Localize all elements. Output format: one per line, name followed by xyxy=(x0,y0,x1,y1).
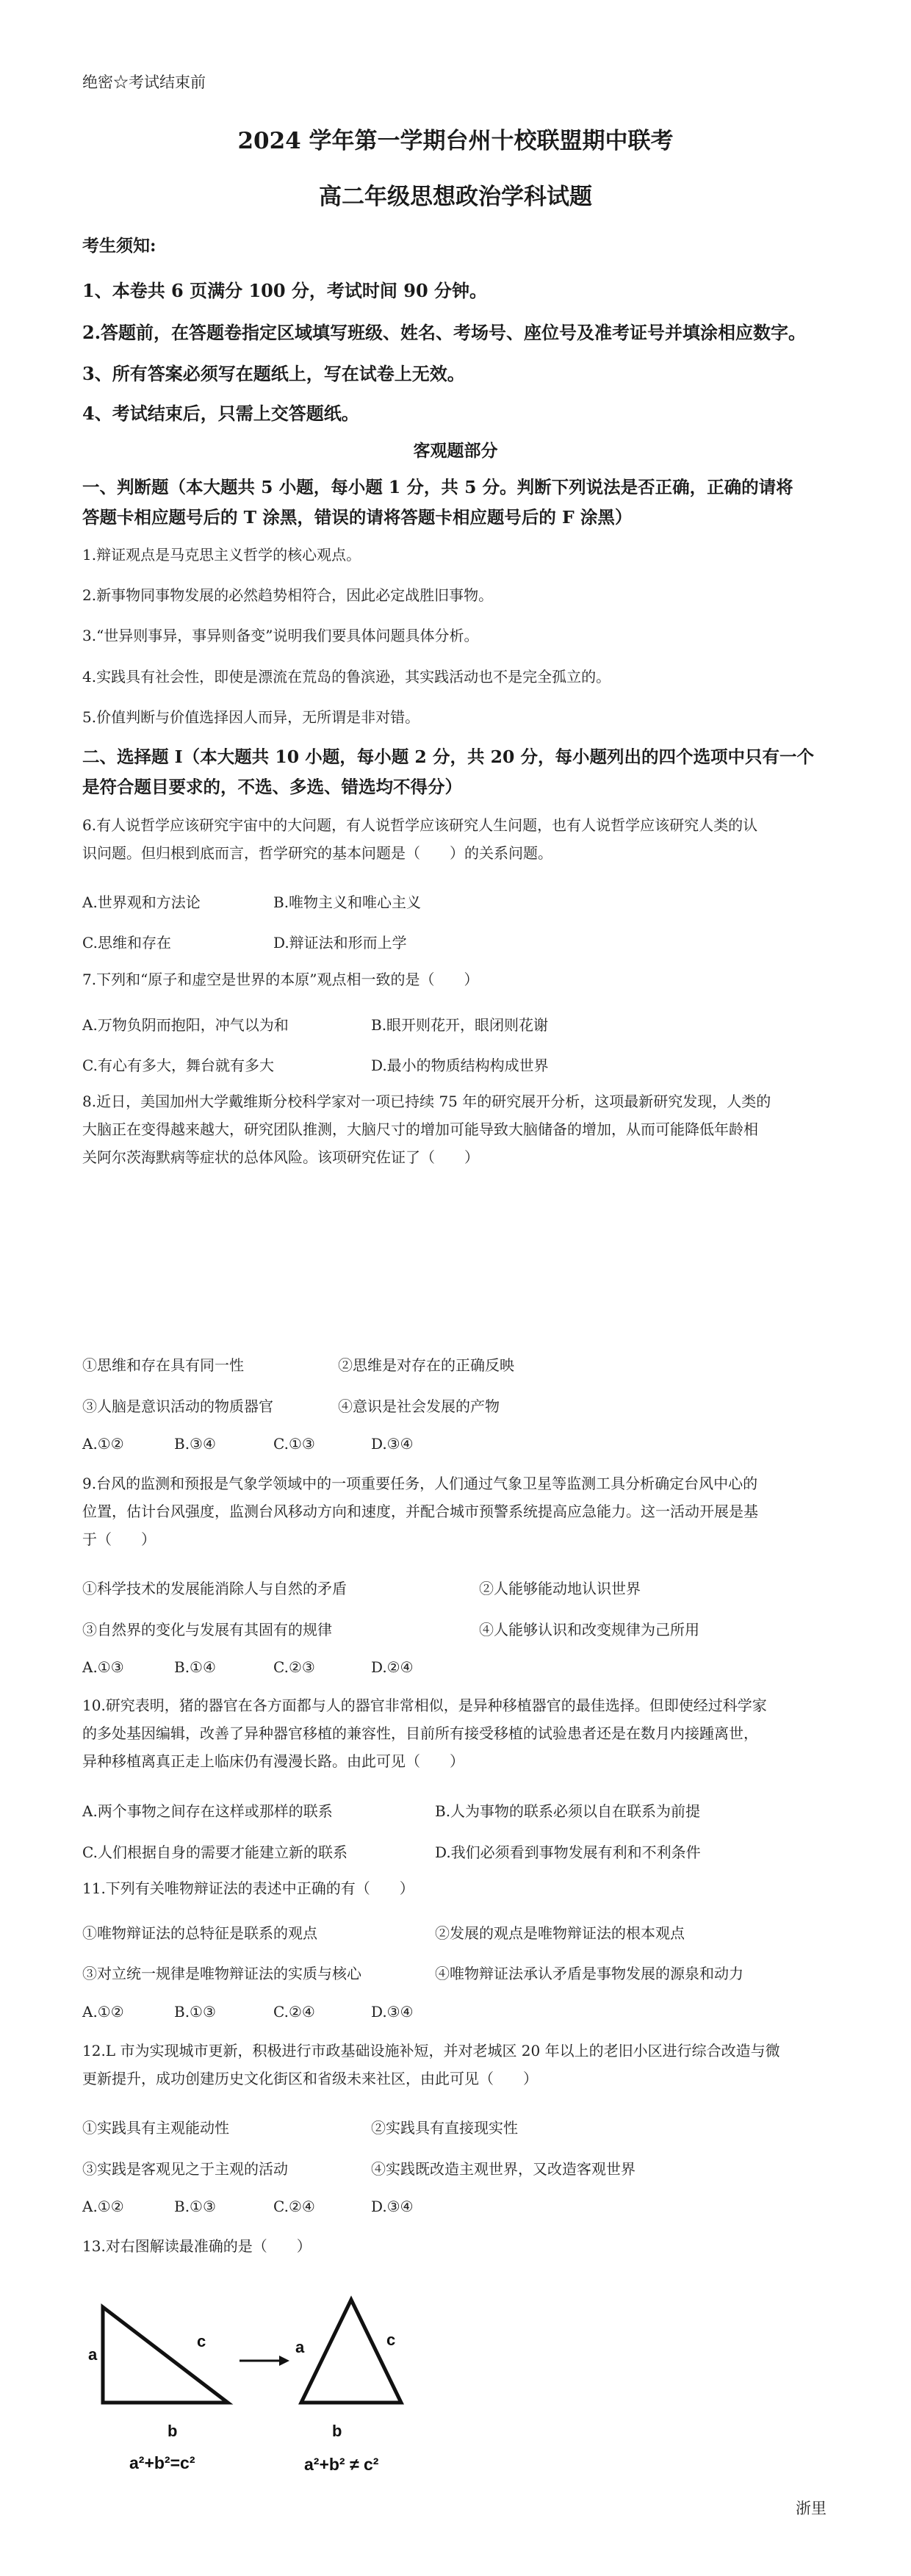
question-9-stem: 9.台风的监测和预报是气象学领域中的一项重要任务，人们通过气象卫星等监测工具分析确定台风中心的 位置，估计台风强度，监测台风移动方向和速度，并配合城市预警系统提高应急能力。这一活动开展是基 于（ ） xyxy=(82,1475,758,1548)
question-12-option-d: D.③④ xyxy=(371,2198,414,2215)
notice-heading: 考生须知: xyxy=(82,236,156,256)
question-12-statement-3: ③实践是客观见之于主观的活动 xyxy=(82,2160,288,2178)
notice-item: 2.答题前，在答题卷指定区域填写班级、姓名、考场号、座位号及准考证号并填涂相应数字。 xyxy=(82,322,807,343)
right-triangle-label-b: b xyxy=(168,2422,178,2440)
judge-item-1: 1.辩证观点是马克思主义哲学的核心观点。 xyxy=(82,546,361,564)
question-8-stem: 8.近日，美国加州大学戴维斯分校科学家对一项已持续 75 年的研究展开分析，这项最新研究发现，人类的 大脑正在变得越来越大，研究团队推测，大脑尺寸的增加可能导致大脑储备的增加，从而可能降低年龄相 关阿尔茨海默病等症状的总体风险。该项研究佐证了（ ） xyxy=(82,1093,771,1166)
question-11-statement-4: ④唯物辩证法承认矛盾是事物发展的源泉和动力 xyxy=(435,1965,743,1982)
judge-item-3: 3.“世异则事异，事异则备变”说明我们要具体问题具体分析。 xyxy=(82,627,479,644)
general-triangle-label-a: a xyxy=(295,2338,305,2356)
notice-item: 3、所有答案必须写在题纸上，写在试卷上无效。 xyxy=(82,363,465,384)
question-9-option-b: B.①④ xyxy=(174,1658,216,1676)
question-8-statement-4: ④意识是社会发展的产物 xyxy=(338,1397,500,1415)
question-12-statement-4: ④实践既改造主观世界，又改造客观世界 xyxy=(371,2160,635,2178)
question-6-option-a: A.世界观和方法论 xyxy=(82,893,201,911)
question-7-option-a: A.万物负阴而抱阳，冲气以为和 xyxy=(82,1016,289,1034)
question-12-option-a: A.①② xyxy=(82,2198,124,2215)
question-9-option-c: C.②③ xyxy=(273,1658,315,1676)
pythagorean-formula: a²+b²=c² xyxy=(129,2453,195,2472)
confidential-label: 绝密☆考试结束前 xyxy=(82,73,206,91)
question-10-option-b: B.人为事物的联系必须以自在联系为前提 xyxy=(435,1802,701,1820)
question-12-option-b: B.①③ xyxy=(174,2198,216,2215)
notice-item: 4、考试结束后，只需上交答题纸。 xyxy=(82,403,359,424)
question-7-option-b: B.眼开则花开，眼闭则花谢 xyxy=(371,1016,549,1034)
question-6-option-b: B.唯物主义和唯心主义 xyxy=(273,893,422,911)
right-triangle xyxy=(103,2307,228,2403)
question-9-statement-4: ④人能够认识和改变规律为己所用 xyxy=(479,1621,699,1638)
question-10-stem: 10.研究表明，猪的器官在各方面都与人的器官非常相似，是异种移植器官的最佳选择。但即使经过科学家 的多处基因编辑，改善了异种器官移植的兼容性，目前所有接受移植的试验患者还是在数月内接踵离世， 异种移植离真正走上临床仍有漫漫长路。由此可见（ ） xyxy=(82,1697,767,1770)
question-8-option-b: B.③④ xyxy=(174,1435,216,1453)
part2-heading: 二、选择题 I（本大题共 10 小题，每小题 2 分，共 20 分，每小题列出的四个选项中只有一个 是符合题目要求的，不选、多选、错选均不得分） xyxy=(82,746,815,797)
question-7-stem: 7.下列和“原子和虚空是世界的本原”观点相一致的是（ ） xyxy=(82,971,479,988)
question-9-statement-3: ③自然界的变化与发展有其固有的规律 xyxy=(82,1621,332,1638)
right-triangle-label-a: a xyxy=(88,2345,98,2364)
question-8-option-d: D.③④ xyxy=(371,1435,414,1453)
judge-item-4: 4.实践具有社会性，即使是漂流在荒岛的鲁滨逊，其实践活动也不是完全孤立的。 xyxy=(82,668,611,686)
question-9-option-d: D.②④ xyxy=(371,1658,414,1676)
question-11-stem: 11.下列有关唯物辩证法的表述中正确的有（ ） xyxy=(82,1879,414,1897)
question-10-option-d: D.我们必须看到事物发展有利和不利条件 xyxy=(435,1843,701,1861)
part1-heading: 一、判断题（本大题共 5 小题，每小题 1 分，共 5 分。判断下列说法是否正确，正确的请将 答题卡相应题号后的 T 涂黑，错误的请将答题卡相应题号后的 F 涂黑） xyxy=(82,477,793,528)
question-8-option-c: C.①③ xyxy=(273,1435,315,1453)
exam-subtitle: 高二年级思想政治学科试题 xyxy=(319,184,592,210)
page-footer: 浙里 xyxy=(796,2500,827,2517)
judge-item-5: 5.价值判断与价值选择因人而异，无所谓是非对错。 xyxy=(82,708,420,726)
question-11-option-c: C.②④ xyxy=(273,2003,315,2021)
question-7-option-c: C.有心有多大，舞台就有多大 xyxy=(82,1057,274,1074)
question-10-option-a: A.两个事物之间存在这样或那样的联系 xyxy=(82,1802,333,1820)
question-10-option-c: C.人们根据自身的需要才能建立新的联系 xyxy=(82,1843,348,1861)
question-12-stem: 12.L 市为实现城市更新，积极进行市政基础设施补短，并对老城区 20 年以上的老旧小区进行综合改造与微 更新提升，成功创建历史文化街区和省级未来社区，由此可见（ ） xyxy=(82,2042,780,2087)
question-7-option-d: D.最小的物质结构构成世界 xyxy=(371,1057,549,1074)
question-11-statement-2: ②发展的观点是唯物辩证法的根本观点 xyxy=(435,1924,685,1942)
question-8-statement-3: ③人脑是意识活动的物质器官 xyxy=(82,1397,273,1415)
question-13-stem: 13.对右图解读最准确的是（ ） xyxy=(82,2237,312,2255)
question-12-statement-2: ②实践具有直接现实性 xyxy=(371,2119,518,2137)
question-12-statement-1: ①实践具有主观能动性 xyxy=(82,2119,229,2137)
question-11-option-d: D.③④ xyxy=(371,2003,414,2021)
arrow-head-icon xyxy=(279,2356,289,2366)
question-11-option-b: B.①③ xyxy=(174,2003,216,2021)
exam-title: 2024 学年第一学期台州十校联盟期中联考 xyxy=(237,128,674,154)
question-8-statement-2: ②思维是对存在的正确反映 xyxy=(338,1356,514,1374)
question-11-statement-3: ③对立统一规律是唯物辩证法的实质与核心 xyxy=(82,1965,361,1982)
question-6-stem: 6.有人说哲学应该研究宇宙中的大问题，有人说哲学应该研究人生问题，也有人说哲学应该研究人类的认 识问题。但归根到底而言，哲学研究的基本问题是（ ）的关系问题。 xyxy=(82,816,758,862)
question-11-option-a: A.①② xyxy=(82,2003,124,2021)
question-9-option-a: A.①③ xyxy=(82,1658,124,1676)
general-triangle xyxy=(301,2300,401,2403)
question-8-option-a: A.①② xyxy=(82,1435,124,1453)
inequality-formula: a²+b² ≠ c² xyxy=(304,2455,379,2474)
triangle-figure xyxy=(87,2263,425,2491)
question-6-option-d: D.辩证法和形而上学 xyxy=(273,934,407,951)
question-11-statement-1: ①唯物辩证法的总特征是联系的观点 xyxy=(82,1924,317,1942)
question-9-statement-2: ②人能够能动地认识世界 xyxy=(479,1580,641,1597)
question-8-statement-1: ①思维和存在具有同一性 xyxy=(82,1356,244,1374)
judge-item-2: 2.新事物同事物发展的必然趋势相符合，因此必定战胜旧事物。 xyxy=(82,586,494,604)
section-title: 客观题部分 xyxy=(413,441,498,461)
general-triangle-label-c: c xyxy=(386,2331,396,2349)
question-6-option-c: C.思维和存在 xyxy=(82,934,171,951)
general-triangle-label-b: b xyxy=(332,2422,342,2440)
notice-item: 1、本卷共 6 页满分 100 分，考试时间 90 分钟。 xyxy=(82,280,488,301)
question-12-option-c: C.②④ xyxy=(273,2198,315,2215)
right-triangle-label-c: c xyxy=(197,2332,206,2350)
question-9-statement-1: ①科学技术的发展能消除人与自然的矛盾 xyxy=(82,1580,347,1597)
